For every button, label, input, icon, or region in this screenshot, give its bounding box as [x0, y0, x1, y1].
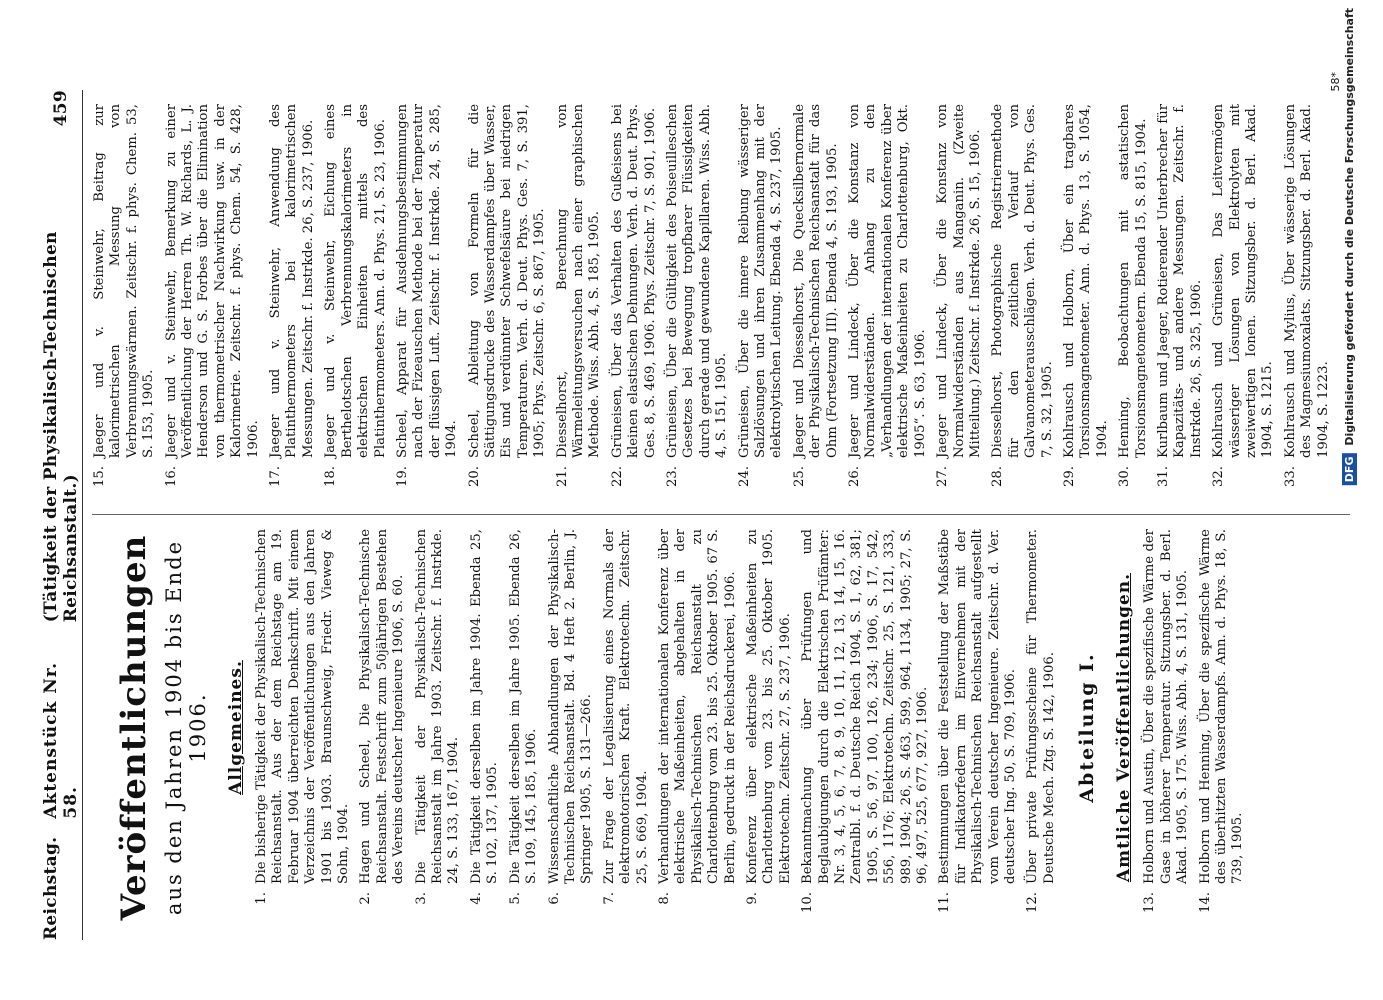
- entry-number: 21.: [554, 466, 570, 487]
- publication-entry: [323, 104, 389, 500]
- entry-number: 22.: [609, 466, 625, 487]
- publication-entry: [414, 529, 463, 926]
- publication-entry: [508, 529, 541, 926]
- publication-entry: [164, 104, 262, 500]
- entry-text: Jaeger und Lindeck, Über die Konstanz von Normalwiderständen aus Manganin. (Zweite Mitteilung.) Zeitschr. f. Instrkde. 26, S. 15, 1906.: [935, 104, 983, 458]
- page-subtitle: aus den Jahren 1904 bis Ende 1906.: [162, 539, 210, 916]
- right-column: [92, 90, 1350, 515]
- entry-number: 15.: [92, 466, 107, 487]
- entry-text: Grüneisen, Über die Gültigkeit des Poiseuilleschen Gesetzes bei Bewegung tropfbarer Flüssigkeiten durch gerade und gewundene Kapillaren. Wiss. Abh. 4, S. 151, 1905.: [665, 104, 730, 458]
- digitization-stamp: [1342, 8, 1357, 485]
- page: [40, 50, 1360, 980]
- entry-text: Bestimmungen über die Feststellung der Maßstäbe für Indikatorfedern im Einvernehmen mit der Physikalisch-Technischen Reichsanstalt aufgestellt vom Verein deutscher Ingenieure. Zeitschr. d. Ver. deutscher Ing. 50, S. 709, 1906.: [937, 529, 1019, 884]
- publication-entry: [1025, 529, 1058, 926]
- entry-text: Die Tätigkeit derselben im Jahre 1905. Ebenda 26, S. 109, 145, 185, 1906.: [507, 529, 540, 884]
- right-entry-list: [92, 104, 1332, 500]
- entry-number: 5.: [507, 892, 523, 905]
- publication-entry: [547, 529, 596, 926]
- entry-number: 14.: [1197, 892, 1213, 913]
- publication-entry: [937, 529, 1019, 926]
- publication-entry: [1283, 104, 1332, 500]
- publication-entry: [935, 104, 984, 500]
- title-block: [114, 529, 210, 926]
- entry-number: 23.: [665, 466, 680, 487]
- running-head-title: (Tätigkeit der Physikalisch-Technischen Reichsanstalt.): [41, 231, 81, 623]
- entry-text: Grüneisen, Über die innere Reibung wässeriger Salzlösungen und ihren Zusammenhang mit der elektrolytischen Leitung. Ebenda 4, S. 237, 1905.: [736, 104, 785, 458]
- entry-text: Kohlrausch und Grüneisen, Das Leitvermögen wässeriger Lösungen von Elektrolyten mit zweiwertigen Ionen. Sitzungsber. d. Berl. Akad. 1904, S. 1215.: [1211, 104, 1276, 458]
- publication-entry: [555, 104, 604, 500]
- publication-entry: [254, 529, 352, 926]
- entry-number: 20.: [466, 466, 482, 487]
- entry-text: Jaeger und v. Steinwehr, Bemerkung zu einer Veröffentlichung der Herren Th. W. Richards, L. J. Henderson und G. S. Forbes über die Elimination von thermometrischer Nachwirkung usw. in der Kalorimetrie. Zeitschr. f. phys. Chem. 54, S. 428, 1906.: [163, 104, 261, 458]
- entry-number: 33.: [1282, 466, 1298, 487]
- entry-number: 1.: [254, 892, 269, 905]
- publication-entry: [469, 529, 502, 926]
- publication-entry: [737, 104, 786, 500]
- entry-number: 12.: [1025, 892, 1041, 913]
- part-heading: Abteilung I.: [1076, 652, 1099, 803]
- publication-entry: [657, 529, 739, 926]
- publication-entry: [665, 104, 731, 500]
- publication-entry: [745, 529, 794, 926]
- page-title: Veröffentlichungen: [114, 534, 154, 921]
- publication-entry: [358, 529, 407, 926]
- entry-text: Die Tätigkeit der Physikalisch-Technischen Reichsanstalt im Jahre 1903. Zeitschr. f. Instrkde. 24, S. 133, 167, 1904.: [413, 529, 462, 884]
- entry-number: 19.: [394, 466, 410, 487]
- entry-text: Wissenschaftliche Abhandlungen der Physikalisch-Technischen Reichsanstalt. Bd. 4 Heft 2. Berlin, J. Springer 1905, S. 131—266.: [546, 529, 595, 884]
- entry-number: 18.: [323, 466, 339, 487]
- two-column-body: [92, 90, 1350, 940]
- entry-number: 28.: [990, 466, 1006, 487]
- entry-number: 29.: [1061, 466, 1077, 487]
- entry-text: Konferenz über elektrische Maßeinheiten zu Charlottenburg vom 23. bis 25. Oktober 1905. Elektrotechn. Zeitschr. 27, S. 237, 1906.: [744, 529, 793, 884]
- part-subheading: Amtliche Veröffentlichungen.: [1114, 572, 1135, 883]
- entry-text: Kohlrausch und Mylius, Über wässerige Lösungen des Magnesiumoxalats. Sitzungsber. d. Berl. Akad. 1904, S. 1223.: [1282, 104, 1331, 458]
- publication-entry: [92, 104, 158, 500]
- publication-entry: [1062, 104, 1111, 500]
- running-head-doc: Aktenstück Nr. 58.: [41, 661, 81, 819]
- entry-text: Die Tätigkeit derselben im Jahre 1904. Ebenda 25, S. 102, 137, 1905.: [468, 529, 501, 884]
- publication-entry: [847, 104, 929, 500]
- entry-text: Diesselhorst, Photographische Registriermethode für den zeitlichen Verlauf von Galvanometerausschlägen. Verh. d. Deut. Phys. Ges. 7, S. 32, 1905.: [990, 104, 1055, 458]
- entry-number: 13.: [1142, 892, 1158, 913]
- publication-entry: [1156, 104, 1205, 500]
- entry-text: Über private Prüfungsscheine für Thermometer. Deutsche Mech. Ztg. S. 142, 1906.: [1025, 529, 1057, 884]
- entry-text: Jaeger und Lindeck, Über die Konstanz von Normalwiderständen. Anhang zu den „Verhandlungen der internationalen Konferenz über elektrische Maßeinheiten zu Charlottenburg, Okt. 1905“. S. 63, 1906.: [847, 104, 928, 458]
- entry-number: 8.: [656, 892, 672, 905]
- entry-text: Kohlrausch und Holborn, Über ein tragbares Torsionsmagnetometer. Ann. d. Phys. 13, S. 1054, 1904.: [1061, 104, 1110, 458]
- left-entry-list-part: [1142, 529, 1246, 926]
- entry-number: 27.: [935, 466, 951, 487]
- entry-text: Hagen und Scheel, Die Physikalisch-Technische Reichsanstalt. Festschrift zum 50jährigen Bestehen des Vereins deutscher Ingenieure 1906, S. 60.: [358, 529, 407, 884]
- entry-number: 4.: [468, 892, 484, 905]
- entry-text: Jaeger und v. Steinwehr, Beitrag zur kalorimetrischen Messung von Verbrennungswärmen. Zeitschr. f. phys. Chem. 53, S. 153, 1905.: [92, 104, 157, 458]
- entry-number: 25.: [791, 466, 807, 487]
- publication-entry: [395, 104, 461, 500]
- entry-number: 10.: [800, 892, 816, 913]
- left-column: [92, 515, 1350, 940]
- entry-number: 26.: [847, 466, 863, 487]
- entry-number: 6.: [546, 892, 562, 905]
- publication-entry: [602, 529, 651, 926]
- entry-text: Scheel, Ableitung von Formeln für die Sättigungsdrucke des Wasserdampfes über Wasser, Eis und verdünnter Schwefelsäure bei niedrigen Temperaturen. Verh. d. Deut. Phys. Ges. 7, S. 391, 1905; Phys. Zeitschr. 6, S. 867, 1905.: [466, 104, 548, 458]
- entry-number: 7.: [601, 892, 617, 905]
- entry-number: 24.: [736, 466, 752, 487]
- digitization-note: Digitalisierung gefördert durch die Deutsche Forschungsgemeinschaft: [1343, 8, 1356, 446]
- publication-entry: [1117, 104, 1150, 500]
- entry-text: Jaeger und Diesselhorst, Die Quecksilbernormale der Physikalisch-Technischen Reichsanstalt für das Ohm (Fortsetzung III). Ebenda 4, S. 193, 1905.: [791, 104, 840, 458]
- entry-text: Scheel, Apparat für Ausdehnungsbestimmungen nach der Fizeauschen Methode bei der Temperatur der flüssigen Luft. Zeitschr. f. Instrkde. 24, S. 285, 1904.: [394, 104, 460, 458]
- entry-text: Holborn und Henning, Über die spezifische Wärme des überhitzten Wasserdampfs. Ann. d. Phys. 18, S. 739, 1905.: [1197, 529, 1246, 884]
- entry-text: Verhandlungen der internationalen Konferenz über elektrische Maßeinheiten, abgehalten in der Physikalisch-Technischen Reichsanstalt zu Charlottenburg vom 23. bis 25. Oktober 1905. 67 S. Berlin, gedruckt in der Reichsdruckerei, 1906.: [656, 529, 738, 884]
- publication-entry: [610, 104, 659, 500]
- running-head: [40, 90, 83, 940]
- entry-number: 11.: [937, 892, 953, 913]
- publication-entry: [990, 104, 1056, 500]
- entry-number: 9.: [744, 892, 760, 905]
- left-entry-list: [254, 529, 1058, 926]
- entry-number: 16.: [163, 466, 179, 487]
- entry-text: Jaeger und v. Steinwehr, Anwendung des Platinthermometers bei kalorimetrischen Messungen. Zeitschr. f. Instrkde. 26, S. 237, 1906.: [268, 104, 316, 458]
- page-number: 459: [51, 90, 71, 127]
- entry-number: 31.: [1155, 466, 1171, 487]
- entry-number: 30.: [1117, 466, 1133, 487]
- entry-text: Grüneisen, Über das Verhalten des Gußeisens bei kleinen elastischen Dehnungen. Verh. d. Deut. Phys. Ges. 8, S. 469, 1906. Phys. Zeitschr. 7, S. 901, 1906.: [609, 104, 658, 458]
- entry-text: Henning, Beobachtungen mit astatischen Torsionsmagnetometern. Ebenda 15, S. 815, 1904.: [1117, 104, 1149, 458]
- publication-entry: [800, 529, 931, 926]
- entry-text: Kurlbaum und Jaeger, Rotierender Unterbrecher für Kapazitäts- und andere Messungen. Zeitschr. f. Instrkde. 26, S. 325, 1906.: [1155, 104, 1204, 458]
- entry-text: Zur Frage der Legalisierung eines Normals der elektromotorischen Kraft. Elektrotechn. Zeitschr. 25, S. 669, 1904.: [601, 529, 650, 884]
- running-head-publisher: Reichstag.: [41, 836, 61, 940]
- footer-signature: 58*: [1329, 72, 1342, 92]
- entry-text: Holborn und Austin, Über die spezifische Wärme der Gase in höherer Temperatur. Sitzungsber. d. Berl. Akad. 1905, S. 175. Wiss. Abh. 4, S. 131, 1905.: [1142, 529, 1191, 884]
- rotated-page-content: [40, 50, 1360, 980]
- entry-number: 17.: [268, 466, 284, 487]
- dfg-logo: DFG: [1342, 454, 1357, 486]
- publication-entry: [1198, 529, 1247, 926]
- entry-number: 3.: [413, 892, 429, 905]
- entry-number: 32.: [1211, 466, 1227, 487]
- publication-entry: [1211, 104, 1277, 500]
- entry-number: 2.: [358, 892, 374, 905]
- entry-text: Die bisherige Tätigkeit der Physikalisch-Technischen Reichsanstalt. Aus der dem Reichstage am 19. Februar 1904 überreichten Denkschrift. Mit einem Verzeichnis der Veröffentlichungen aus den Jahren 1901 bis 1903. Braunschweig, Friedr. Vieweg & Sohn, 1904.: [254, 529, 352, 884]
- publication-entry: [467, 104, 549, 500]
- publication-entry: [1142, 529, 1191, 926]
- entry-text: Diesselhorst, Berechnung von Wärmeleitungsversuchen nach einer graphischen Methode. Wiss. Abh. 4, S. 185, 1905.: [554, 104, 603, 458]
- publication-entry: [268, 104, 317, 500]
- entry-text: Jaeger und v. Steinwehr, Eichung eines Berthelotschen Verbrennungskalorimeters in elektrischen Einheiten mittels des Platinthermometers. Ann. d. Phys. 21, S. 23, 1906.: [323, 104, 388, 458]
- entry-text: Bekanntmachung über Prüfungen und Beglaubigungen durch die Elektrischen Prüfämter: Nr. 3, 4, 5, 6, 7, 8, 9, 10, 11, 12, 13, 14, 15, 16. Zentralbl. f. d. Deutsche Reich 1904, S. 1, 62, 381; 1905, S. 56, 97, 100, 126, 234; 1906, S. 17, 542, 556, 1176; Elektrotechn. Zeitschr. 25, S. 121, 333, 989, 1904; 26, S. 463, 599, 964, 1134, 1905; 27, S. 96, 497, 525, 677, 927, 1906.: [800, 529, 931, 884]
- publication-entry: [792, 104, 841, 500]
- section-heading-general: Allgemeines.: [226, 660, 246, 795]
